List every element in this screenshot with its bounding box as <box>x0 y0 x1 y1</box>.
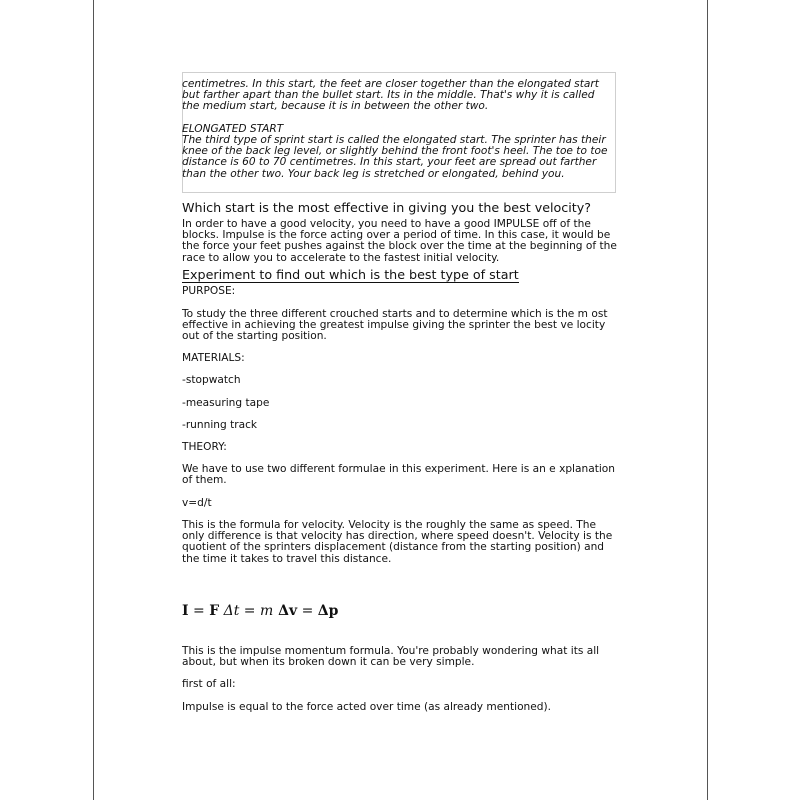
purpose-paragraph: To study the three different crouched starts and to determine which is the m ost effective in achieving the greatest impulse giving the sprinter the best ve locity out of the starting position. <box>182 308 608 343</box>
formula-equals: = <box>239 603 260 619</box>
formula-force: F <box>209 603 220 619</box>
impulse-explanation-paragraph: This is the impulse momentum formula. You're probably wondering what its all about, but when its broken down it can be very simple. <box>182 645 600 669</box>
formula-equals: = <box>297 603 318 619</box>
material-item: -running track <box>182 419 258 431</box>
impulse-intro-paragraph: In order to have a good velocity, you need to have a good IMPULSE off of the blocks. Impulse is the force acting over a period of time. In this case, it would be the force your feet pushes against the block over the time at the beginning of the race to allow you to accelerate to the fastest initial velocity. <box>182 218 617 264</box>
material-item: -stopwatch <box>182 374 241 386</box>
continued-paragraph: centimetres. In this start, the feet are closer together than the elongated start but farther apart than the bullet start. Its in the middle. That's why it is called the medium start, because it is in between the other two. <box>182 78 599 113</box>
theory-intro-paragraph: We have to use two different formulae in this experiment. Here is an e xplanation of them. <box>182 463 615 487</box>
formula-equals: = <box>188 603 210 619</box>
impulse-momentum-formula <box>182 603 338 619</box>
materials-label: MATERIALS: <box>182 352 245 364</box>
formula-delta-p: Δp <box>317 603 339 619</box>
experiment-heading: Experiment to find out which is the best type of start <box>182 267 519 282</box>
formula-mass: m <box>259 603 274 619</box>
purpose-label: PURPOSE: <box>182 285 236 297</box>
first-of-all-line: first of all: <box>182 678 236 690</box>
velocity-question-heading: Which start is the most effective in giving you the best velocity? <box>182 200 592 215</box>
impulse-definition-line: Impulse is equal to the force acted over time (as already mentioned). <box>182 701 552 713</box>
formula-delta-v: Δv <box>273 603 298 619</box>
elongated-start-paragraph: The third type of sprint start is called the elongated start. The sprinter has their knee of the back leg level, or slightly behind the front foot's heel. The toe to toe distance is 60 to 70 centimetres. In this start, your feet are spread out farther than the other two. Your back leg is stretched or elongated, behind you. <box>182 134 608 180</box>
material-item: -measuring tape <box>182 397 270 409</box>
theory-label: THEORY: <box>182 441 227 453</box>
velocity-explanation-paragraph: This is the formula for velocity. Velocity is the roughly the same as speed. The only difference is that velocity has direction, where speed doesn't. Velocity is the quotient of the sprinters displacement (distance from the starting position) and the time it takes to travel this distance. <box>182 519 613 565</box>
velocity-formula: v=d/t <box>182 497 212 509</box>
elongated-start-title: ELONGATED START <box>182 123 284 135</box>
formula-impulse: I <box>182 603 189 619</box>
formula-delta-t: Δt <box>219 603 240 619</box>
